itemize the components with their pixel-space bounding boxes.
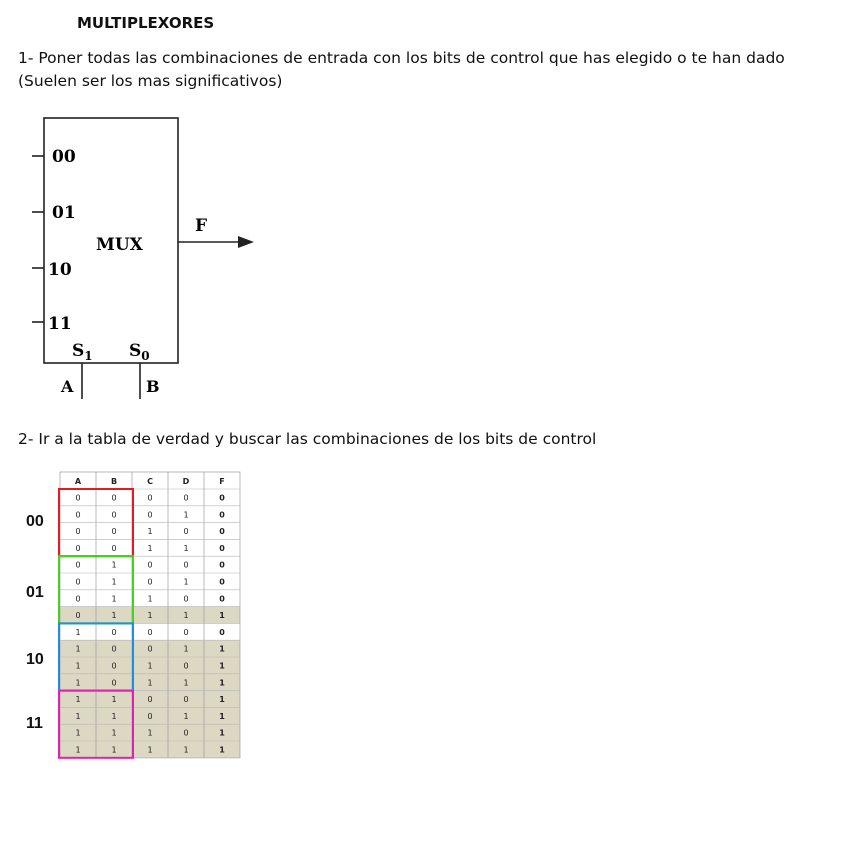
table-cell: 1 [75, 678, 81, 688]
table-cell: 0 [183, 493, 189, 503]
table-cell: 0 [147, 695, 153, 705]
table-cell: 0 [219, 560, 225, 570]
table-cell: 0 [75, 577, 81, 587]
table-cell: 1 [75, 695, 81, 705]
table-cell: 0 [219, 493, 225, 503]
table-cell: 0 [75, 543, 81, 553]
table-cell: 1 [111, 728, 117, 738]
table-cell: 0 [219, 543, 225, 553]
table-cell: 0 [219, 527, 225, 537]
table-cell: 0 [75, 560, 81, 570]
table-cell: 1 [219, 661, 225, 671]
table-cell: 0 [111, 644, 117, 654]
group-label-01: 01 [26, 584, 44, 601]
table-cell: 0 [75, 527, 81, 537]
table-cell: 0 [75, 510, 81, 520]
table-cell: 1 [219, 745, 225, 755]
table-cell: 1 [111, 577, 117, 587]
table-cell: 1 [183, 745, 189, 755]
table-cell: 0 [147, 577, 153, 587]
select-s0-label: $S_0$ [129, 341, 150, 363]
group-label-10: 10 [26, 651, 44, 668]
table-header-cell: A [74, 477, 82, 486]
table-cell: 0 [183, 695, 189, 705]
table-cell: 0 [147, 560, 153, 570]
table-cell: 1 [183, 543, 189, 553]
table-cell: 1 [183, 577, 189, 587]
output-arrow-icon [238, 236, 254, 248]
step-2-text: 2- Ir a la tabla de verdad y buscar las combinaciones de los bits de control [18, 430, 597, 448]
table-cell: 1 [147, 661, 153, 671]
table-cell: 1 [147, 527, 153, 537]
table-cell: 0 [183, 594, 189, 604]
group-label-00: 00 [26, 513, 44, 530]
mux-label: MUX [96, 235, 143, 255]
mux-diagram [26, 112, 261, 404]
input-label-01: 01 [52, 203, 76, 223]
select-s1-label: $S_1$ [72, 341, 93, 363]
output-label: F [195, 216, 208, 236]
table-cell: 0 [183, 728, 189, 738]
table-cell: 1 [75, 644, 81, 654]
table-cell: 0 [219, 627, 225, 637]
table-cell: 1 [111, 711, 117, 721]
table-cell: 1 [75, 745, 81, 755]
table-cell: 0 [183, 627, 189, 637]
table-cell: 1 [183, 611, 189, 621]
table-cell: 1 [111, 695, 117, 705]
table-cell: 0 [111, 543, 117, 553]
table-cell: 1 [147, 543, 153, 553]
table-cell: 1 [147, 678, 153, 688]
table-cell: 1 [111, 745, 117, 755]
table-cell: 1 [75, 627, 81, 637]
table-cell: 0 [219, 510, 225, 520]
table-cell: 1 [75, 728, 81, 738]
table-cell: 1 [183, 711, 189, 721]
table-cell: 1 [183, 678, 189, 688]
group-label-11: 11 [26, 715, 43, 732]
table-cell: 0 [147, 627, 153, 637]
table-cell: 1 [219, 711, 225, 721]
table-cell: 1 [219, 695, 225, 705]
step-1-text: 1- Poner todas las combinaciones de entrada con los bits de control que has elegido o te han dado (Suelen ser los mas significativos) [18, 49, 785, 90]
table-cell: 1 [219, 678, 225, 688]
table-cell: 0 [111, 493, 117, 503]
table-cell: 0 [111, 510, 117, 520]
truth-table [56, 470, 242, 766]
table-cell: 0 [183, 527, 189, 537]
table-header-cell: D [182, 477, 190, 486]
signal-a-label: A [61, 377, 74, 396]
table-cell: 1 [219, 644, 225, 654]
table-cell: 0 [183, 560, 189, 570]
table-cell: 1 [219, 611, 225, 621]
table-cell: 1 [147, 594, 153, 604]
table-cell: 0 [219, 577, 225, 587]
table-cell: 0 [183, 661, 189, 671]
table-cell: 0 [219, 594, 225, 604]
input-label-00: 00 [52, 147, 76, 167]
input-label-11: 11 [48, 314, 72, 334]
table-cell: 0 [147, 510, 153, 520]
table-header-cell: B [110, 477, 118, 486]
table-cell: 0 [111, 627, 117, 637]
table-cell: 0 [147, 711, 153, 721]
table-cell: 0 [111, 661, 117, 671]
page-title: MULTIPLEXORES [77, 14, 215, 32]
table-cell: 1 [111, 560, 117, 570]
table-cell: 1 [147, 745, 153, 755]
input-label-10: 10 [48, 260, 72, 280]
table-cell: 1 [219, 728, 225, 738]
table-cell: 0 [75, 611, 81, 621]
table-cell: 1 [147, 611, 153, 621]
signal-b-label: B [146, 377, 160, 396]
table-cell: 1 [147, 728, 153, 738]
table-cell: 1 [75, 711, 81, 721]
table-cell: 0 [75, 493, 81, 503]
table-header-cell: C [147, 477, 153, 486]
table-cell: 1 [111, 594, 117, 604]
table-cell: 1 [75, 661, 81, 671]
table-cell: 0 [111, 678, 117, 688]
table-cell: 1 [183, 644, 189, 654]
table-cell: 0 [111, 527, 117, 537]
table-cell: 0 [147, 644, 153, 654]
table-cell: 0 [147, 493, 153, 503]
table-cell: 1 [111, 611, 117, 621]
table-cell: 0 [75, 594, 81, 604]
table-cell: 1 [183, 510, 189, 520]
table-header-cell: F [219, 477, 225, 486]
